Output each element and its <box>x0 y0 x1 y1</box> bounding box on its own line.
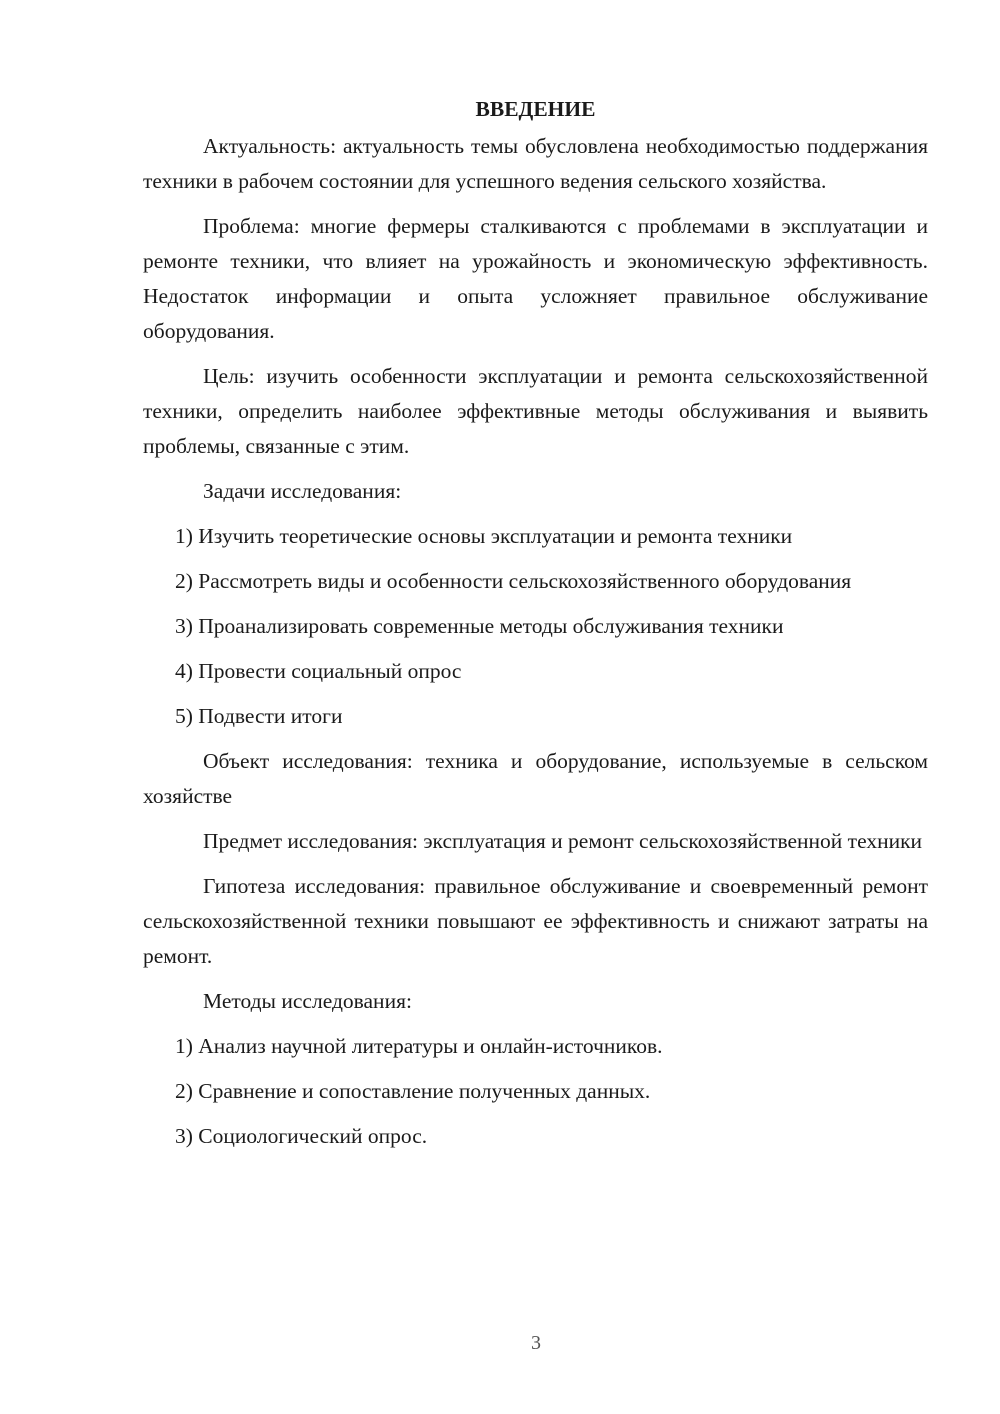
paragraph-subject: Предмет исследования: эксплуатация и ремонт сельскохозяйственной техники <box>203 829 923 853</box>
document-page <box>143 92 928 1164</box>
section-title: ВВЕДЕНИЕ <box>475 97 596 121</box>
method-item: 2) Сравнение и сопоставление полученных данных. <box>175 1079 651 1103</box>
task-item: 2) Рассмотреть виды и особенности сельскохозяйственного оборудования <box>175 569 852 593</box>
paragraph-tasks-heading: Задачи исследования: <box>203 479 402 503</box>
task-item: 3) Проанализировать современные методы обслуживания техники <box>175 614 784 638</box>
method-item: 1) Анализ научной литературы и онлайн-источников. <box>175 1034 663 1058</box>
task-item: 4) Провести социальный опрос <box>175 659 462 683</box>
paragraph-object: Объект исследования: техника и оборудование, используемые в сельском хозяйстве <box>143 749 928 808</box>
method-item: 3) Социологический опрос. <box>175 1124 428 1148</box>
task-item: 5) Подвести итоги <box>175 704 343 728</box>
paragraph-hypothesis: Гипотеза исследования: правильное обслуживание и своевременный ремонт сельскохозяйственной техники повышают ее эффективность и снижают затраты на ремонт. <box>143 874 928 968</box>
paragraph-goal: Цель: изучить особенности эксплуатации и ремонта сельскохозяйственной техники, определить наиболее эффективные методы обслуживания и выявить проблемы, связанные с этим. <box>143 364 928 458</box>
paragraph-problem: Проблема: многие фермеры сталкиваются с проблемами в эксплуатации и ремонте техники, что влияет на урожайность и экономическую эффективность. Недостаток информации и опыта усложняет правильное обслуживание оборудования. <box>143 214 928 343</box>
task-item: 1) Изучить теоретические основы эксплуатации и ремонта техники <box>175 524 793 548</box>
paragraph-relevance: Актуальность: актуальность темы обусловлена необходимостью поддержания техники в рабочем состоянии для успешного ведения сельского хозяйства. <box>143 134 928 193</box>
paragraph-methods-heading: Методы исследования: <box>203 989 412 1013</box>
page-number: 3 <box>531 1332 541 1354</box>
